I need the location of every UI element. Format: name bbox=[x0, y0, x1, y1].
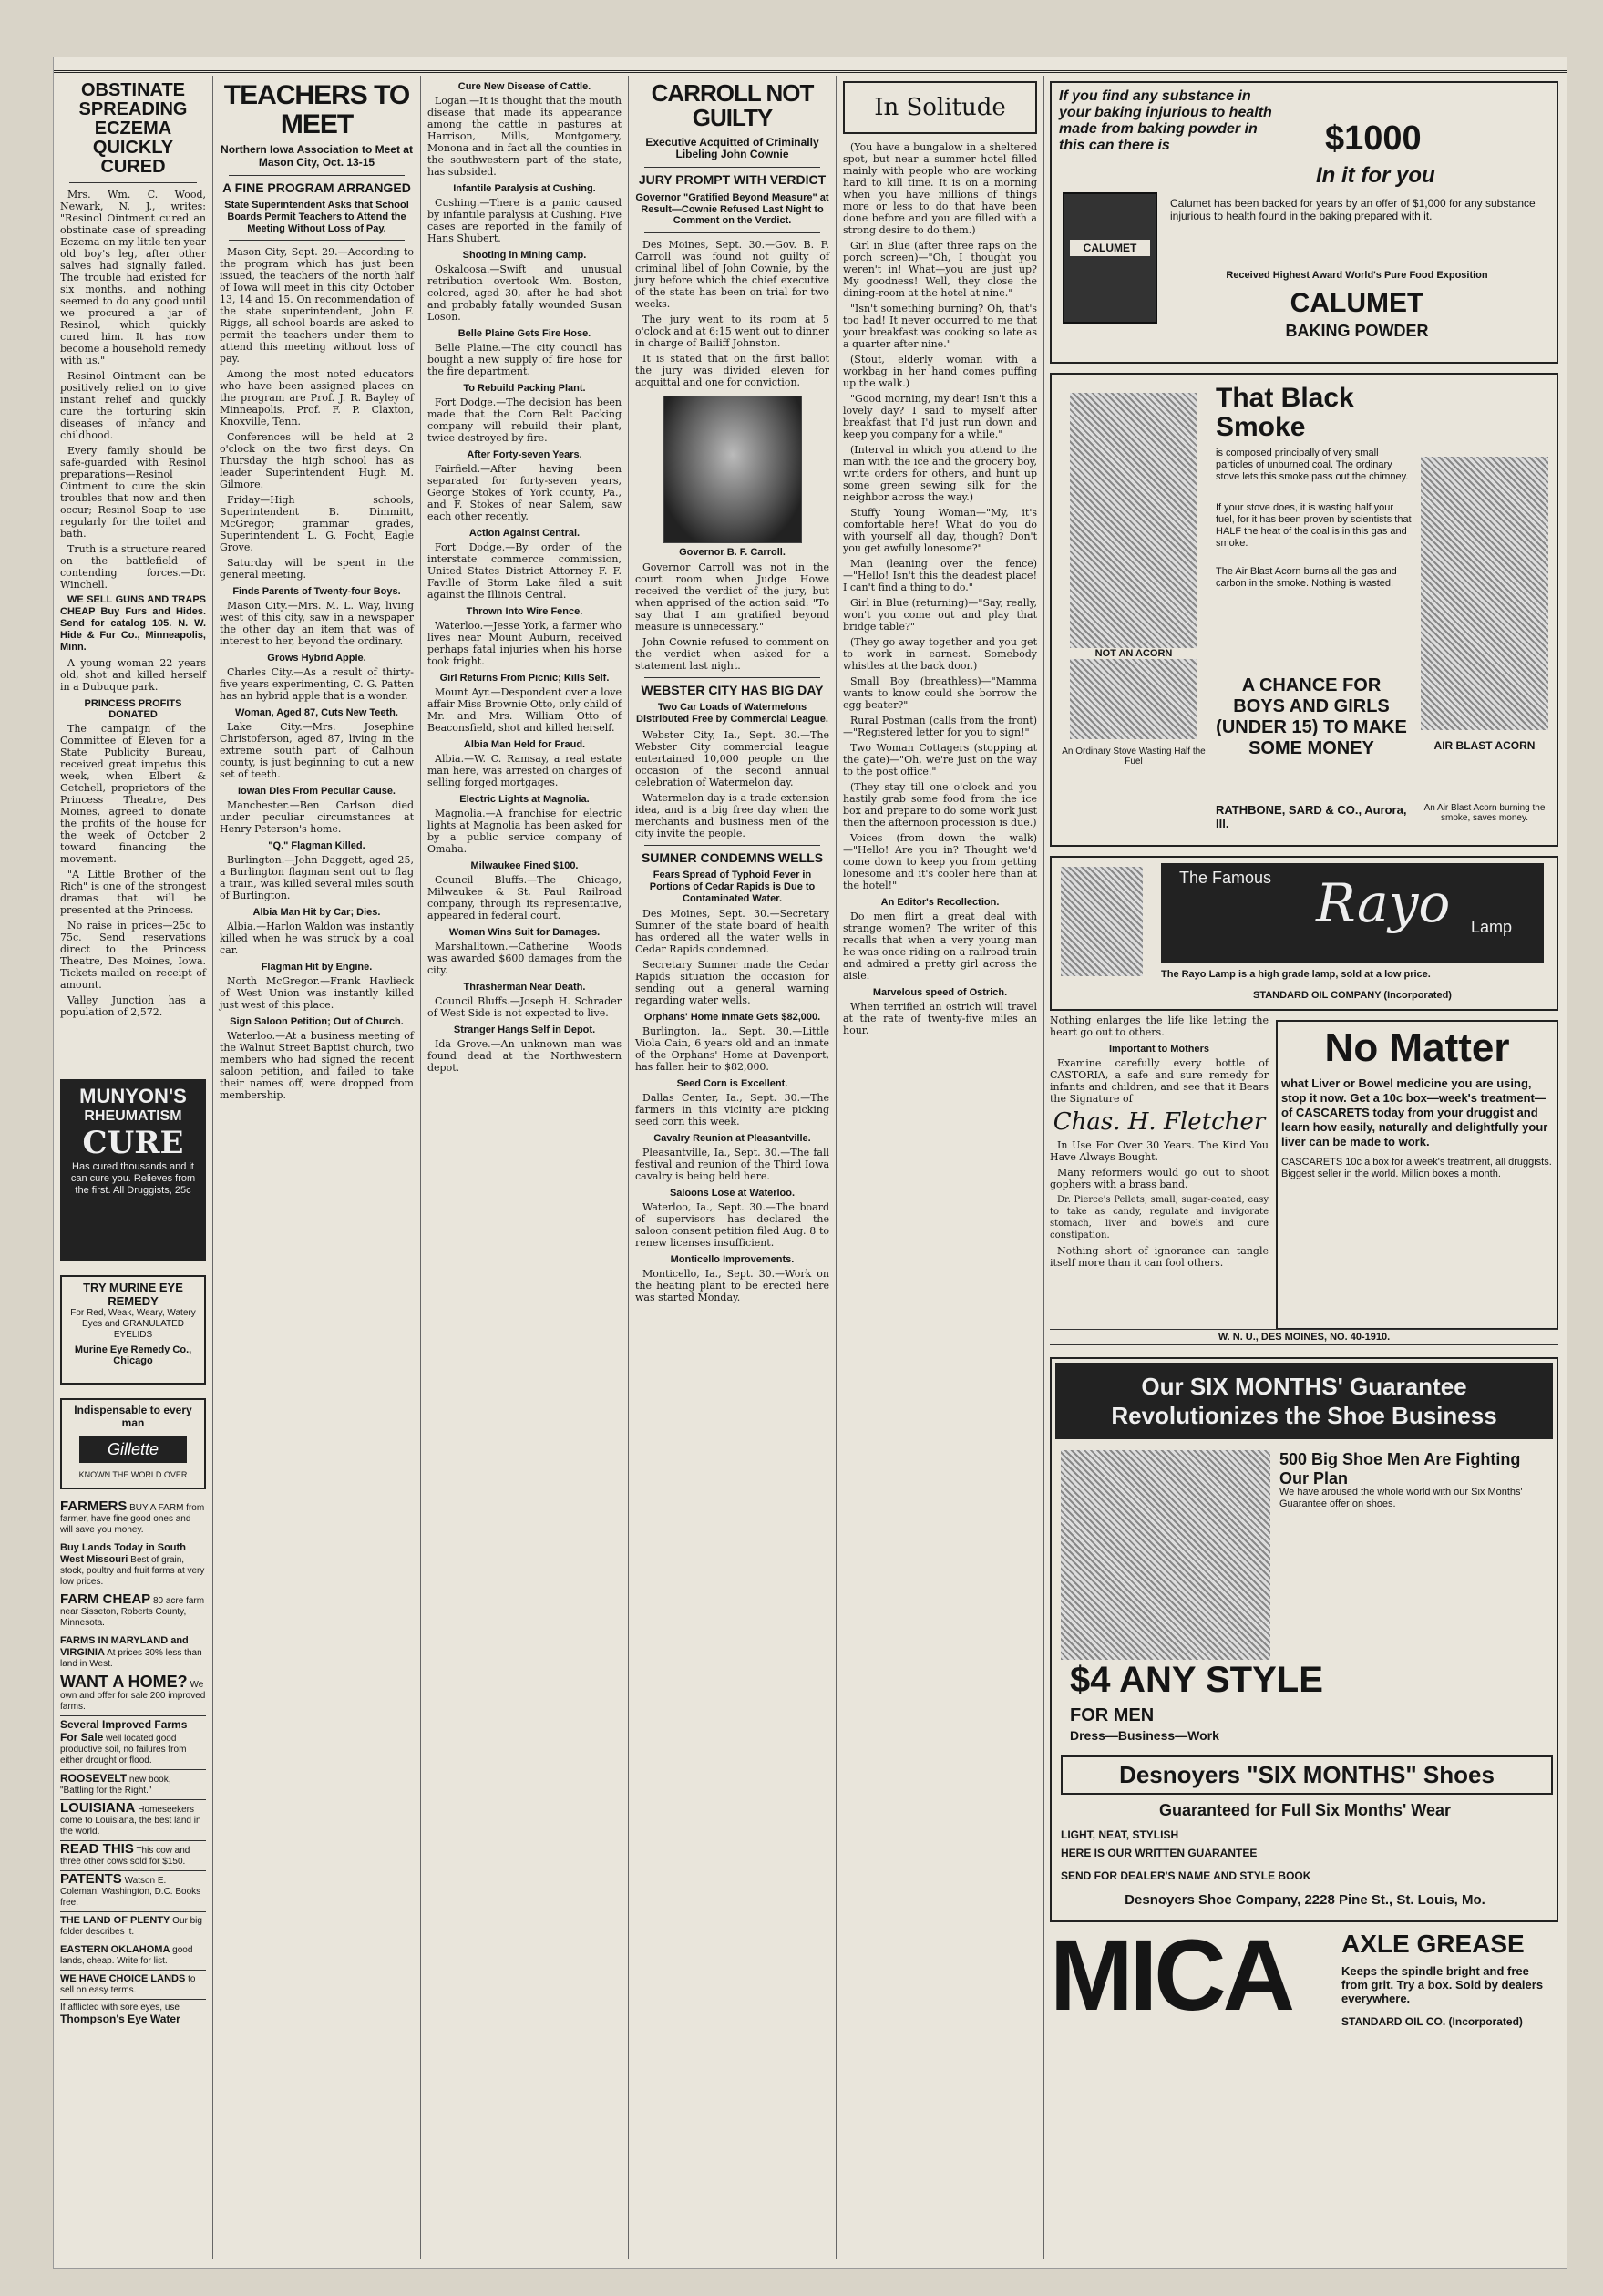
article-paragraph: Dallas Center, Ia., Sept. 30.—The farmers in this vicinity are picking seed corn this week. bbox=[635, 1092, 829, 1128]
article-paragraph: Truth is a structure reared on the battlefield of contending forces.—Dr. Winchell. bbox=[60, 543, 206, 591]
classified-item bbox=[60, 1539, 206, 1591]
subhead: An Editor's Recollection. bbox=[880, 897, 1000, 908]
subhead: Belle Plaine Gets Fire Hose. bbox=[457, 328, 591, 339]
notice-text: Nothing short of ignorance can tangle itself more than it can fool others. bbox=[1050, 1245, 1269, 1269]
notice-text: Nothing enlarges the life like letting the heart go out to others. bbox=[1050, 1014, 1269, 1038]
article-paragraph: Ida Grove.—An unknown man was found dead at the Northwestern depot. bbox=[427, 1038, 622, 1074]
stove-label: NOT AN ACORN bbox=[1070, 648, 1197, 659]
classified-heading: FARM CHEAP bbox=[60, 1591, 151, 1607]
ad-murine-title: TRY MURINE EYE REMEDY bbox=[83, 1281, 183, 1308]
article-paragraph: Lake City.—Mrs. Josephine Christoferson, aged 87, living in the extreme south part of Calhoun county, is just beginning to cut a new set of teeth. bbox=[220, 721, 414, 781]
article-paragraph: Belle Plaine.—The city council has bought a new supply of fire hose for the fire department. bbox=[427, 342, 622, 377]
classified-item bbox=[60, 1632, 206, 1673]
article-paragraph: (They stay till one o'clock and you hastily grab some food from the ice box and prepare to do some work just then the afternoon procession is due.) bbox=[843, 781, 1037, 829]
newspaper-page bbox=[53, 57, 1567, 2269]
shoe-body: We have aroused the whole world with our Six Months' Guarantee offer on shoes. bbox=[1279, 1487, 1523, 1509]
article-paragraph: Des Moines, Sept. 30.—Gov. B. F. Carroll was found not guilty of criminal libel of John Cownie, by the jury before which the chief executive of the state has been on trial for two weeks. bbox=[635, 238, 829, 310]
article-paragraph: Resinol Ointment can be positively relied on to give instant relief and quickly cure the torturing skin diseases of infancy and childhood. bbox=[60, 370, 206, 441]
classified-heading: EASTERN OKLAHOMA bbox=[60, 1944, 170, 1955]
castoria-body: In Use For Over 30 Years. The Kind You Have Always Bought. bbox=[1050, 1139, 1269, 1163]
notice-text: Many reformers would go out to shoot gophers with a brass band. bbox=[1050, 1167, 1269, 1190]
calumet-award: Received Highest Award World's Pure Food Exposition bbox=[1226, 270, 1488, 281]
classified-text: If afflicted with sore eyes, use bbox=[60, 2003, 180, 2013]
classified-heading: ROOSEVELT bbox=[60, 1772, 128, 1785]
classified-text: well located good productive soil, no failures from either drought or flood. bbox=[60, 1734, 187, 1766]
portrait-caption: Governor B. F. Carroll. bbox=[679, 546, 786, 558]
article-paragraph: Manchester.—Ben Carlson died under peculiar circumstances at Henry Peterson's home. bbox=[220, 799, 414, 836]
classified-item bbox=[60, 1870, 206, 1911]
article-paragraph: Des Moines, Sept. 30.—Secretary Sumner of the state board of health has ordered all the water wells in Cedar Rapids condemned. bbox=[635, 908, 829, 956]
headline-webster-city: WEBSTER CITY HAS BIG DAY bbox=[641, 682, 824, 697]
ad-munyon-title: MUNYON'S bbox=[79, 1085, 187, 1107]
rayo-brand: Rayo bbox=[1316, 872, 1451, 934]
subhead: Marvelous speed of Ostrich. bbox=[872, 987, 1008, 998]
classified-heading: LOUISIANA bbox=[60, 1800, 136, 1816]
article-paragraph: Charles City.—As a result of thirty-five years experimenting, C. G. Patten has an hybrid apple that is a wonder. bbox=[220, 666, 414, 703]
article-paragraph: Albia.—Harlon Waldon was instantly killed when he was struck by a coal car. bbox=[220, 921, 414, 957]
classified-text: Watson E. Coleman, Washington, D.C. Books free. bbox=[60, 1876, 201, 1908]
ad-cascarets bbox=[1276, 1020, 1558, 1330]
smoke-body: The Air Blast Acorn burns all the gas and carbon in the smoke. Nothing is wasted. bbox=[1216, 566, 1397, 589]
article-paragraph: Conferences will be held at 2 o'clock on the two first days. On Thursday the high school has as leader Superintendent Hugh M. Gilmore. bbox=[220, 431, 414, 491]
calumet-headline: If you find any substance in your baking injurious to health made from baking powder in this can there is bbox=[1059, 88, 1272, 153]
classified-heading: PATENTS bbox=[60, 1871, 122, 1887]
column-3 bbox=[421, 76, 629, 2259]
article-paragraph: Governor Carroll was not in the court room when Judge Howe received the verdict of the jury, but when apprised of the action said: "To say that I am gratified beyond measure is unnecessary." bbox=[635, 561, 829, 633]
article-paragraph: Do men flirt a great deal with strange women? The writer of this recalls that when a very young man he was once riding on a railroad train and admired a pretty girl across the aisle. bbox=[843, 911, 1037, 982]
classified-item bbox=[60, 1673, 206, 1715]
article-paragraph: Burlington.—John Daggett, aged 25, a Burlington flagman sent out to flag a train, was killed several miles south of Burlington. bbox=[220, 854, 414, 902]
classified-text: This cow and three other cows sold for $150. bbox=[60, 1846, 190, 1867]
headline-teachers: TEACHERS TO MEET bbox=[223, 80, 410, 139]
article-paragraph: Man (leaning over the fence)—"Hello! Isn't this the deadest place! I can't find a thing to do." bbox=[843, 558, 1037, 593]
ad-gillette bbox=[60, 1398, 206, 1489]
smoke-offer: A CHANCE FOR BOYS AND GIRLS (UNDER 15) TO MAKE SOME MONEY bbox=[1216, 675, 1407, 758]
classified-heading: WE HAVE CHOICE LANDS bbox=[60, 1973, 186, 1984]
divider bbox=[644, 845, 820, 846]
column-ads bbox=[1044, 76, 1567, 2259]
mica-product: AXLE GREASE bbox=[1341, 1930, 1525, 1958]
subhead: Woman, Aged 87, Cuts New Teeth. bbox=[235, 707, 398, 719]
classified-text: Best of grain, stock, poultry and fruit farms at very low prices. bbox=[60, 1555, 205, 1587]
ad-air-blast-acorn bbox=[1050, 373, 1558, 847]
classified-item bbox=[60, 1941, 206, 1970]
classified-heading: THE LAND OF PLENTY bbox=[60, 1915, 170, 1926]
article-paragraph: Monticello, Ia., Sept. 30.—Work on the heating plant to be erected here was started Monday. bbox=[635, 1268, 829, 1304]
divider bbox=[229, 175, 405, 176]
subhead: Cure New Disease of Cattle. bbox=[457, 81, 591, 92]
classified-item bbox=[60, 1498, 206, 1539]
article-paragraph: Secretary Sumner made the Cedar Rapids situation the occasion for sending out a general warning regarding water wells. bbox=[635, 959, 829, 1007]
castoria-heading: Important to Mothers bbox=[1109, 1044, 1209, 1055]
article-paragraph: "Isn't something burning? Oh, that's too bad! It never occurred to me that your breakfast was cooking so late as a quarter after nine." bbox=[843, 303, 1037, 350]
subhead: To Rebuild Packing Plant. bbox=[463, 383, 586, 394]
lamp-illustration bbox=[1061, 867, 1143, 976]
news-item: A young woman 22 years old, shot and killed herself in a Dubuque park. bbox=[60, 657, 206, 693]
subhead: Milwaukee Fined $100. bbox=[470, 860, 579, 871]
article-paragraph: John Cownie refused to comment on the verdict when asked for a statement last night. bbox=[635, 635, 829, 672]
subheadline: JURY PROMPT WITH VERDICT bbox=[638, 172, 827, 188]
ordinary-stove-illustration bbox=[1070, 393, 1197, 739]
article-paragraph: Council Bluffs.—Joseph H. Schrader of West Side is not expected to live. bbox=[427, 995, 622, 1019]
article-paragraph: Burlington, Ia., Sept. 30.—Little Viola Cain, 6 years old and an inmate of the Orphans' Home at Davenport, has fallen heir to $82,000. bbox=[635, 1025, 829, 1074]
shoe-guarantee: Guaranteed for Full Six Months' Wear bbox=[1159, 1801, 1451, 1819]
rayo-lamp-word: Lamp bbox=[1471, 918, 1513, 936]
article-paragraph: The campaign of the Committee of Eleven for a State Publicity Bureau, received great impetus this week, when Elbert & Getchell, proprietors of the Princess Theatre, Des Moines, agreed to donate the profits of the house for the week of October 2 toward financing the movement. bbox=[60, 723, 206, 865]
smoke-company: RATHBONE, SARD & CO., Aurora, Ill. bbox=[1216, 803, 1407, 830]
classified-heading: Buy Lands Today in South West Missouri bbox=[60, 1542, 186, 1565]
subhead: Thrown Into Wire Fence. bbox=[466, 606, 583, 617]
classified-heading: FARMS IN MARYLAND and VIRGINIA bbox=[60, 1635, 189, 1658]
shoe-feature: SEND FOR DEALER'S NAME AND STYLE BOOK bbox=[1061, 1869, 1311, 1882]
deck: Northern Iowa Association to Meet at Mason City, Oct. 13-15 bbox=[221, 143, 413, 169]
article-paragraph: Mount Ayr.—Despondent over a love affair Miss Brownie Otto, only child of Mr. and Mrs. William Otto of Beaconsfield, shot and killed herself. bbox=[427, 686, 622, 734]
pierce-pellets-ad: Dr. Pierce's Pellets, small, sugar-coated, easy to take as candy, regulate and invigorate stomach, liver and bowels and cure constipation. bbox=[1050, 1195, 1269, 1241]
subhead: Orphans' Home Inmate Gets $82,000. bbox=[643, 1012, 821, 1024]
castoria-notices bbox=[1050, 1014, 1269, 1361]
article-paragraph: Oskaloosa.—Swift and unusual retribution overtook Wm. Boston, colored, aged 30, after he had shot and probably fatally wounded Susan Loson. bbox=[427, 263, 622, 323]
divider bbox=[644, 232, 820, 233]
article-paragraph: Albia.—W. C. Ramsay, a real estate man here, was arrested on charges of selling forged mortgages. bbox=[427, 753, 622, 788]
classified-item bbox=[60, 1840, 206, 1870]
article-paragraph: Small Boy (breathless)—"Mamma wants to know could she borrow the egg beater?" bbox=[843, 675, 1037, 711]
classified-text: to sell on easy terms. bbox=[60, 1974, 196, 1995]
classified-item bbox=[60, 1591, 206, 1632]
article-paragraph: Voices (from down the walk)—"Hello! Are you in? Thought we'd come down to keep you from getting lonesome and it's cooler here than at the hotel!" bbox=[843, 832, 1037, 891]
calumet-body: Calumet has been backed for years by an offer of $1,000 for any substance injurious to health found in the baking prepared with it. bbox=[1170, 197, 1536, 222]
ad-desnoyers-shoes bbox=[1050, 1357, 1558, 1922]
classified-item bbox=[60, 1970, 206, 1999]
ad-munyon-title: CURE bbox=[82, 1125, 184, 1161]
column-2 bbox=[213, 76, 421, 2259]
classified-text: BUY A FARM from farmer, have fine good ones and will save you money. bbox=[60, 1503, 205, 1535]
smoke-body: If your stove does, it is wasting half your fuel, for it has been proven by scientists that HALF the heat of the coal is in this gas and smoke. bbox=[1216, 502, 1412, 549]
subhead: Infantile Paralysis at Cushing. bbox=[453, 183, 596, 194]
article-paragraph: Every family should be safe-guarded with Resinol preparations—Resinol Ointment to cure the skin troubles that now and then occur; Resinol Soap to use regularly for the toilet and bath. bbox=[60, 445, 206, 540]
acorn-label: AIR BLAST ACORN bbox=[1433, 739, 1536, 752]
classified-text: Our big folder describes it. bbox=[60, 1916, 202, 1937]
castoria-body: Examine carefully every bottle of CASTORIA, a safe and sure remedy for infants and children, and see that it Bears the Signature of bbox=[1050, 1057, 1269, 1105]
smoke-body: is composed principally of very small particles of unburned coal. The ordinary stove lets this smoke pass out the chimney. bbox=[1216, 448, 1409, 482]
classified-item bbox=[60, 1999, 206, 2029]
rayo-banner bbox=[1161, 863, 1544, 963]
calumet-brand: CALUMET bbox=[1290, 288, 1424, 318]
classified-item bbox=[60, 1769, 206, 1799]
calumet-amount: $1000 bbox=[1325, 119, 1422, 158]
article-paragraph: Council Bluffs.—The Chicago, Milwaukee & St. Paul Railroad company, through its representative, appeared in federal court. bbox=[427, 874, 622, 921]
classified-heading: Several Improved Farms For Sale bbox=[60, 1718, 188, 1744]
subheadline: A FINE PROGRAM ARRANGED bbox=[222, 180, 411, 195]
classified-heading: READ THIS bbox=[60, 1841, 134, 1857]
column-5 bbox=[837, 76, 1044, 2259]
subhead: After Forty-seven Years. bbox=[467, 449, 582, 460]
article-paragraph: Fort Dodge.—By order of the interstate commerce commission, United States District Attorney F. F. Faville of Storm Lake filed a suit against the Illinois Central. bbox=[427, 541, 622, 601]
article-paragraph: Waterloo, Ia., Sept. 30.—The board of supervisors has declared the saloon consent petition filed Aug. 8 to renew licenses insufficient. bbox=[635, 1201, 829, 1250]
article-paragraph: (Stout, elderly woman with a workbag in her hand comes puffing up the walk.) bbox=[843, 354, 1037, 389]
article-paragraph: Cushing.—There is a panic caused by infantile paralysis at Cushing. Five cases are reported in the family of Hans Shubert. bbox=[427, 197, 622, 244]
ad-gillette-slogan: KNOWN THE WORLD OVER bbox=[78, 1470, 188, 1479]
gillette-logo: Gillette bbox=[79, 1436, 187, 1463]
headline-carroll: CARROLL NOT GUILTY bbox=[651, 79, 814, 132]
mica-body: Keeps the spindle bright and free from grit. Try a box. Sold by dealers everywhere. bbox=[1341, 1964, 1544, 2005]
article-paragraph: Waterloo.—Jesse York, a farmer who lives near Mount Auburn, received perhaps fatal injuries when his horse took fright. bbox=[427, 620, 622, 667]
shoe-company: Desnoyers Shoe Company, 2228 Pine St., St. Louis, Mo. bbox=[1125, 1892, 1485, 1908]
calumet-product: BAKING POWDER bbox=[1285, 322, 1429, 340]
acorn-stove-illustration bbox=[1421, 457, 1548, 730]
article-paragraph: "A Little Brother of the Rich" is one of the strongest dramas that will be presented at the Princess. bbox=[60, 869, 206, 916]
acorn-caption: An Air Blast Acorn burning the smoke, saves money. bbox=[1423, 803, 1546, 823]
headline-eczema: OBSTINATE SPREADING ECZEMA QUICKLY CURED bbox=[78, 80, 188, 177]
classified-heading: FARMERS bbox=[60, 1498, 128, 1514]
subhead: Finds Parents of Twenty-four Boys. bbox=[232, 586, 401, 598]
column-1 bbox=[54, 76, 213, 2259]
wnu-imprint: W. N. U., DES MOINES, NO. 40-1910. bbox=[1050, 1329, 1558, 1345]
article-paragraph: North McGregor.—Frank Havlieck of West Union was instantly killed just west of this place. bbox=[220, 975, 414, 1012]
article-paragraph: When terrified an ostrich will travel at the rate of twenty-five miles an hour. bbox=[843, 1001, 1037, 1036]
article-paragraph: Logan.—It is thought that the mouth disease that made its appearance among the cattle in pastures at Harrison, Mills, Montgomery, Monona and in fact all the counties in the southwestern part of the state, has subsided. bbox=[427, 95, 622, 178]
article-paragraph: (You have a bungalow in a sheltered spot, but near a summer hotel filled mainly with people who are working hard to kill time. It is on a morning when you have millions of things more or less to do that have been done before and you are filled with a strong desire to do them.) bbox=[843, 141, 1037, 236]
mica-brand: MICA bbox=[1050, 1920, 1292, 2032]
subhead-princess: PRINCESS PROFITS DONATED bbox=[84, 698, 182, 720]
classified-text: new book, "Battling for the Right." bbox=[60, 1775, 171, 1796]
subhead: Girl Returns From Picnic; Kills Self. bbox=[439, 673, 610, 684]
article-paragraph: Rural Postman (calls from the front)—"Registered letter for you to sign!" bbox=[843, 715, 1037, 738]
subhead: Monticello Improvements. bbox=[670, 1254, 795, 1266]
article-paragraph: No raise in prices—25c to 75c. Send reservations direct to the Princess Theatre, Des Moines, Iowa. Tickets mailed on receipt of amount. bbox=[60, 920, 206, 991]
cascarets-body: what Liver or Bowel medicine you are using, stop it now. Get a 10c box—week's treatment—of CASCARETS today from your druggist and learn how easily, naturally and delightfully your liver can be made to work. bbox=[1281, 1076, 1548, 1148]
deck: Executive Acquitted of Criminally Libeling John Cownie bbox=[645, 135, 819, 161]
subhead: Cavalry Reunion at Pleasantville. bbox=[653, 1133, 811, 1145]
subhead: "Q." Flagman Killed. bbox=[268, 840, 365, 852]
ad-calumet bbox=[1050, 81, 1558, 364]
deck: State Superintendent Asks that School Boards Permit Teachers to Attend the Meeting Without Loss of Pay. bbox=[224, 200, 409, 234]
article-paragraph: Two Woman Cottagers (stopping at the gate)—"Oh, we're just on the way to the post office." bbox=[843, 742, 1037, 777]
article-paragraph: Girl in Blue (returning)—"Say, really, won't you come out and play that bridge table?" bbox=[843, 597, 1037, 633]
divider bbox=[644, 167, 820, 168]
masthead-rule bbox=[54, 57, 1567, 73]
headline-in-solitude: In Solitude bbox=[843, 81, 1037, 134]
subhead: Sign Saloon Petition; Out of Church. bbox=[230, 1016, 404, 1028]
smoke-headline: That Black Smoke bbox=[1216, 383, 1354, 442]
subhead: Shooting in Mining Camp. bbox=[462, 250, 587, 261]
ad-murine-text: For Red, Weak, Weary, Watery Eyes and GRANULATED EYELIDS bbox=[70, 1308, 196, 1340]
classified-text: Homeseekers come to Louisiana, the best land in the world. bbox=[60, 1805, 201, 1837]
article-paragraph: Among the most noted educators who have been assigned places on the program are Prof. J. R. Bayley of Minneapolis, Prof. F. P. Claxton, Knoxville, Tenn. bbox=[220, 368, 414, 428]
ad-murine bbox=[60, 1275, 206, 1385]
divider bbox=[229, 240, 405, 241]
ad-mica-axle-grease bbox=[1050, 1920, 1558, 2054]
classified-heading: WANT A HOME? bbox=[60, 1673, 188, 1691]
classified-text: 80 acre farm near Sisseton, Roberts County, Minnesota. bbox=[60, 1596, 205, 1628]
classified-heading: Thompson's Eye Water bbox=[60, 2013, 180, 2025]
ad-murine-company: Murine Eye Remedy Co., Chicago bbox=[74, 1344, 192, 1366]
article-paragraph: Fort Dodge.—The decision has been made that the Corn Belt Packing company will rebuild their plant, twice destroyed by fire. bbox=[427, 396, 622, 444]
shoe-types: Dress—Business—Work bbox=[1070, 1728, 1219, 1743]
rayo-body: The Rayo Lamp is a high grade lamp, sold at a low price. bbox=[1161, 969, 1431, 980]
classified-item bbox=[60, 1911, 206, 1941]
shoe-price: $4 ANY STYLE bbox=[1070, 1660, 1323, 1700]
subhead: Albia Man Held for Fraud. bbox=[463, 739, 586, 750]
subhead: Grows Hybrid Apple. bbox=[267, 653, 366, 664]
subhead: Stranger Hangs Self in Depot. bbox=[453, 1024, 596, 1035]
subhead: Electric Lights at Magnolia. bbox=[459, 794, 590, 805]
subhead: Seed Corn is Excellent. bbox=[676, 1078, 788, 1090]
deck: Two Car Loads of Watermelons Distributed Free by Commercial League. bbox=[636, 702, 828, 726]
column-4 bbox=[629, 76, 837, 2259]
classified-text: We own and offer for sale 200 improved farms. bbox=[60, 1680, 206, 1712]
deck: Governor "Gratified Beyond Measure" at Result—Cownie Refused Last Night to Comment on the Verdict. bbox=[635, 191, 829, 227]
article-paragraph: Magnolia.—A franchise for electric lights at Magnolia has been asked for by a public service company of Omaha. bbox=[427, 808, 622, 855]
stove-caption: An Ordinary Stove Wasting Half the Fuel bbox=[1062, 746, 1206, 767]
ad-gillette-tagline: Indispensable to every man bbox=[74, 1404, 192, 1429]
article-paragraph: Friday—High schools, Superintendent B. Dimmitt, McGregor; grammar grades, Superintendent L. G. Focht, Eagle Grove. bbox=[220, 494, 414, 554]
deck: Fears Spread of Typhoid Fever in Portions of Cedar Rapids is Due to Contaminated Water. bbox=[649, 870, 816, 904]
article-paragraph: Mrs. Wm. C. Wood, Newark, N. J., writes: "Resinol Ointment cured an obstinate case of spreading Eczema on my little ten year old boy's leg, after other salves had signally failed. The trouble had existed for six months, and nothing seemed to do any good until we procured a jar of Resinol, which quickly cured him. It has now become a household remedy with us." bbox=[60, 189, 206, 366]
article-paragraph: Pleasantville, Ia., Sept. 30.—The fall festival and reunion of the Third Iowa cavalry is being held here. bbox=[635, 1147, 829, 1183]
ad-rayo-lamp bbox=[1050, 856, 1558, 1011]
subhead: Albia Man Hit by Car; Dies. bbox=[252, 907, 381, 919]
article-paragraph: (They go away together and you get to work in earnest. Somebody whistles at the back door.) bbox=[843, 636, 1037, 672]
ad-munyon-text: Has cured thousands and it can cure you. Relieves from the first. All Druggists, 25c bbox=[70, 1161, 196, 1196]
ad-munyon-title: RHEUMATISM bbox=[84, 1108, 182, 1124]
article-paragraph: Webster City, Ia., Sept. 30.—The Webster City commercial league entertained 10,000 people on the occasion of the second annual celebration of Watermelon day. bbox=[635, 728, 829, 788]
article-paragraph: It is stated that on the first ballot the jury was divided eleven for acquittal and one for conviction. bbox=[635, 352, 829, 388]
ad-munyon bbox=[60, 1079, 206, 1261]
headline-sumner: SUMNER CONDEMNS WELLS bbox=[641, 849, 824, 865]
shoe-brand: Desnoyers "SIX MONTHS" Shoes bbox=[1061, 1755, 1553, 1795]
rayo-the-famous: The Famous bbox=[1179, 869, 1272, 887]
subhead: Thrasherman Near Death. bbox=[463, 982, 586, 993]
divider bbox=[644, 677, 820, 678]
divider bbox=[69, 182, 197, 183]
mica-company: STANDARD OIL CO. (Incorporated) bbox=[1341, 2015, 1523, 2028]
article-paragraph: (Interval in which you attend to the man with the ice and the grocery boy, write orders for others, and hunt up some green sewing silk for the neighbor across the way.) bbox=[843, 444, 1037, 503]
shoe-subhead: 500 Big Shoe Men Are Fighting Our Plan bbox=[1279, 1450, 1521, 1488]
article-paragraph: Fairfield.—After having been separated for forty-seven years, George Stokes of York county, Pa., and F. Stokes of near Salem, saw each other recently. bbox=[427, 463, 622, 522]
subhead: Action Against Central. bbox=[468, 528, 581, 539]
article-paragraph: Mason City.—Mrs. M. L. Way, living west of this city, saw in a newspaper the other day an item that was of interest to her, beyond the ordinary. bbox=[220, 600, 414, 648]
classified-text: At prices 30% less than land in West. bbox=[60, 1648, 202, 1669]
subhead: Flagman Hit by Engine. bbox=[261, 962, 373, 973]
article-paragraph: Waterloo.—At a business meeting of the Walnut Street Baptist church, two members who had signed the recent saloon petition, and failed to take their names off, were dropped from membership. bbox=[220, 1030, 414, 1102]
article-paragraph: Marshalltown.—Catherine Woods was awarded $600 damages from the city. bbox=[427, 941, 622, 976]
article-paragraph: Stuffy Young Woman—"My, it's comfortable here! What do you do with yourself all day, though? Don't you get awfully lonesome?" bbox=[843, 507, 1037, 554]
classified-item bbox=[60, 1715, 206, 1769]
shoe-banner: Our SIX MONTHS' Guarantee Revolutionizes the Shoe Business bbox=[1055, 1363, 1553, 1439]
shoe-feature: LIGHT, NEAT, STYLISH bbox=[1061, 1828, 1179, 1841]
cascarets-headline: No Matter bbox=[1324, 1025, 1510, 1070]
classified-text: good lands, cheap. Write for list. bbox=[60, 1945, 193, 1966]
article-paragraph: "Good morning, my dear! Isn't this a lovely day? I said to myself after breakfast that I'd just run down and keep you company for a while." bbox=[843, 393, 1037, 440]
article-paragraph: The jury went to its room at 5 o'clock and at 6:15 went out to dinner in charge of Bailiff Johnston. bbox=[635, 313, 829, 349]
subhead: Iowan Dies From Peculiar Cause. bbox=[237, 786, 396, 798]
fletcher-signature: Chas. H. Fletcher bbox=[1053, 1108, 1266, 1136]
classified-ads bbox=[60, 1498, 206, 2029]
shoe-illustration bbox=[1061, 1450, 1270, 1660]
shoe-feature: HERE IS OUR WRITTEN GUARANTEE bbox=[1061, 1847, 1258, 1859]
article-paragraph: Girl in Blue (after three raps on the porch screen)—"Oh, I thought you weren't in! What—you are just up? My goodness! Well, they close the dining-room at the hotel at nine." bbox=[843, 240, 1037, 299]
classified-item bbox=[60, 1799, 206, 1840]
cascarets-footer: CASCARETS 10c a box for a week's treatment, all druggists. Biggest seller in the world. Million boxes a month. bbox=[1281, 1157, 1552, 1179]
calumet-can-icon bbox=[1063, 192, 1157, 324]
shoe-for-men: FOR MEN bbox=[1070, 1705, 1155, 1725]
calumet-tagline: In it for you bbox=[1316, 163, 1435, 188]
calumet-can-label: CALUMET bbox=[1070, 240, 1150, 256]
rayo-company: STANDARD OIL COMPANY (Incorporated) bbox=[1253, 990, 1452, 1001]
article-paragraph: Watermelon day is a trade extension idea, and is a big free day when the merchants and business men of the city invite the people. bbox=[635, 791, 829, 839]
ad-furs: WE SELL GUNS AND TRAPS CHEAP Buy Furs and Hides. Send for catalog 105. N. W. Hide & Fur Co., Minneapolis, Minn. bbox=[60, 594, 206, 653]
portrait-governor-carroll bbox=[663, 396, 802, 543]
subhead: Woman Wins Suit for Damages. bbox=[448, 927, 601, 938]
article-paragraph: Valley Junction has a population of 2,572. bbox=[60, 994, 206, 1018]
article-paragraph: Saturday will be spent in the general meeting. bbox=[220, 557, 414, 582]
article-paragraph: Mason City, Sept. 29.—According to the program which has just been issued, the teachers of the north half of Iowa will meet in this city October 13, 14 and 15. On recommendation of the state superintendent, John F. Riggs, all school boards are asked to permit the teachers under them to attend this meeting without loss of pay. bbox=[220, 246, 414, 366]
subhead: Saloons Lose at Waterloo. bbox=[669, 1188, 796, 1199]
